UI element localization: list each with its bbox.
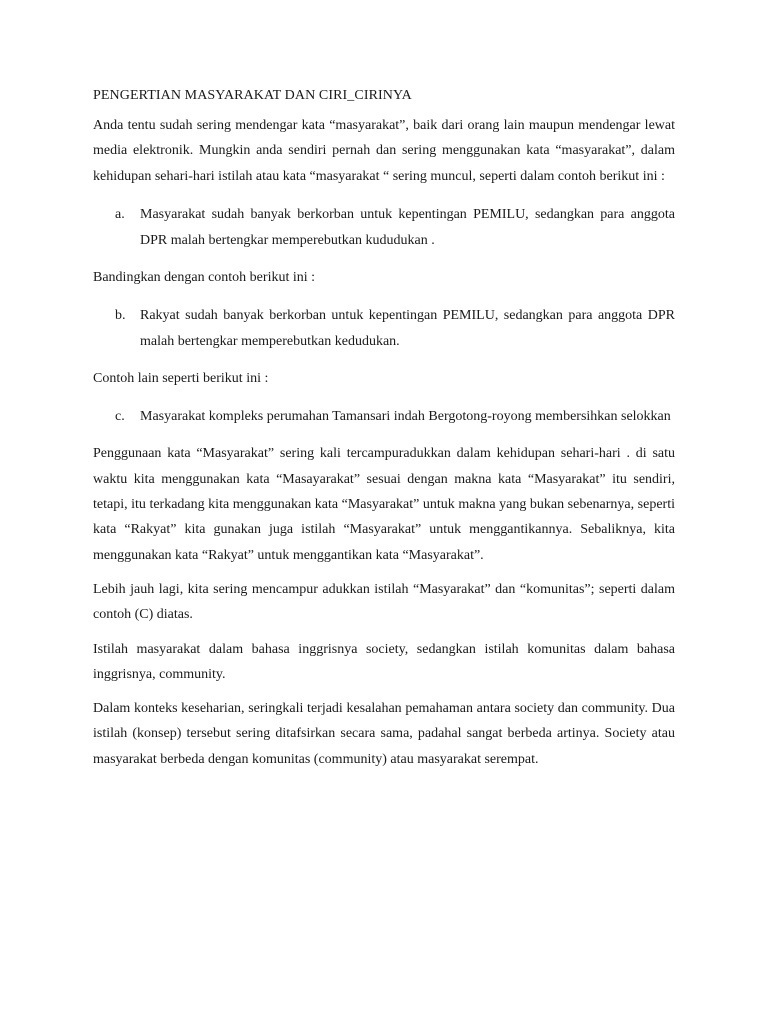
paragraph-english-terms: Istilah masyarakat dalam bahasa inggrisnya society, sedangkan istilah komunitas dalam bahasa inggrisnya, community.: [93, 641, 675, 682]
list-item-a-text: Masyarakat sudah banyak berkorban untuk kepentingan PEMILU, sedangkan para anggota DPR malah bertengkar memperebutkan kududukan .: [140, 206, 675, 248]
document-title: PENGERTIAN MASYARAKAT DAN CIRI_CIRINYA: [93, 88, 412, 103]
list-marker-a: a.: [115, 206, 125, 222]
list-marker-c: c.: [115, 409, 125, 425]
paragraph-usage: Penggunaan kata “Masyarakat” sering kali tercampuradukkan dalam kehidupan sehari-hari . di satu waktu kita menggunakan kata “Masayarakat” sesuai dengan makna kata “Masyarakat” itu sendiri, tetapi, itu terkadang kita menggunakan kata “Masyarakat” untuk makna yang bukan sebenarnya, seperti kata “Rakyat” kita gunakan juga istilah “Masyarakat” untuk menggantikannya. Sebaliknya, kita menggunakan kata “Rakyat” untuk menggantikan kata “Masyarakat”.: [93, 446, 675, 563]
paragraph-compare: Bandingkan dengan contoh berikut ini :: [93, 269, 316, 285]
paragraph-intro: Anda tentu sudah sering mendengar kata “masyarakat”, baik dari orang lain maupun mendengar lewat media elektronik. Mungkin anda sendiri pernah dan sering menggunakan kata “masyarakat”, dalam kehidupan sehari-hari istilah atau kata “masyarakat “ sering muncul, seperti dalam contoh berikut ini :: [93, 118, 675, 184]
paragraph-other-example: Contoh lain seperti berikut ini :: [93, 371, 269, 387]
list-item-c: [93, 404, 675, 430]
list-item-a: [93, 202, 675, 254]
list-item-b-text: Rakyat sudah banyak berkorban untuk kepentingan PEMILU, sedangkan para anggota DPR malah bertengkar memperebutkan kedudukan.: [140, 308, 675, 350]
list-item-b: [93, 303, 675, 355]
paragraph-society-vs-community: Dalam konteks keseharian, seringkali terjadi kesalahan pemahaman antara society dan community. Dua istilah (konsep) tersebut sering ditafsirkan secara sama, padahal sangat berbeda artinya. Society atau masyarakat berbeda dengan komunitas (community) atau masyarakat serempat.: [93, 701, 675, 767]
list-marker-b: b.: [115, 308, 126, 324]
document-body: [93, 84, 675, 772]
paragraph-mixing-terms: Lebih jauh lagi, kita sering mencampur adukkan istilah “Masyarakat” dan “komunitas”; seperti dalam contoh (C) diatas.: [93, 581, 675, 623]
list-item-c-text: Masyarakat kompleks perumahan Tamansari indah Bergotong-royong membersihkan selokkan: [140, 409, 671, 425]
